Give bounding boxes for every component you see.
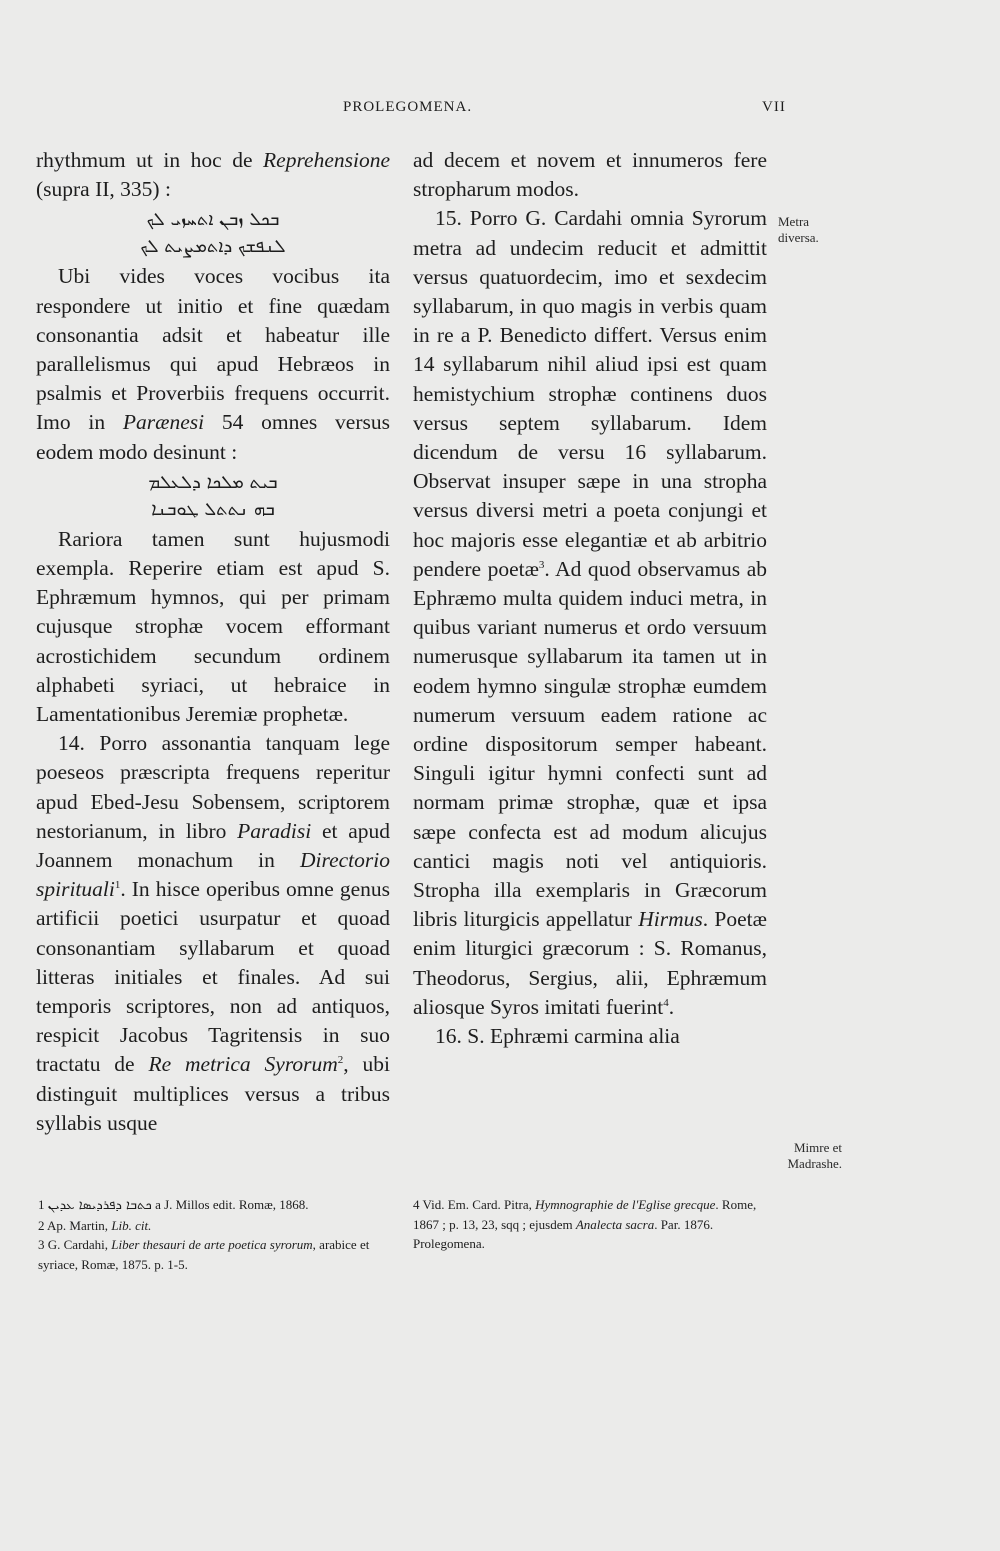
footnote-1: 1 ܟܬܒܐ ܕܦܪܕܝܣܐ ܥܕܝܢ a J. Millos edit. Romæ, 1868. <box>38 1197 309 1213</box>
footnote-2: 2 Ap. Martin, Lib. cit. <box>38 1217 152 1233</box>
syriac-line: ܒܟܠ ܙܒܢ ܐܬܚܙܝ ܠܟ <box>146 209 280 231</box>
right-paragraph-3: 16. S. Ephræmi carmina alia <box>435 1024 680 1049</box>
footnote-3: 3 G. Cardahi, Liber thesauri de arte poetica syrorum, arabice et syriace, Romæ, 1875. p. 1-5. <box>38 1237 370 1272</box>
left-paragraph-2: Ubi vides voces vocibus ita respondere ut initio et fine quædam consonantia adsit et habeatur ille parallelismus qui apud Hebræos in psalmis et Proverbiis frequens occurrit. Imo in Parænesi 54 omnes versus eodem modo desinunt : <box>36 264 390 464</box>
footnote-4: 4 Vid. Em. Card. Pitra, Hymnographie de l'Eglise grecque. Rome, 1867 ; p. 13, 23, sqq ; ejusdem Analecta sacra. Par. 1876. Prolegomena. <box>413 1197 757 1251</box>
right-footnotes <box>413 1195 768 1254</box>
left-paragraph-3: Rariora tamen sunt hujusmodi exempla. Reperire etiam est apud S. Ephræmum hymnos, qui per primam cujusque strophæ vocem efformant acrostichidem secundum ordinem alphabeti syriaci, ut hebraice in Lamentationibus Jeremiæ prophetæ. <box>36 526 390 727</box>
sidenote-metra: Metra diversa. <box>778 214 819 245</box>
left-column <box>36 146 390 1138</box>
left-footnotes <box>38 1195 393 1274</box>
right-column <box>413 146 767 1051</box>
syriac-line: ܠܢܦܫܟ ܕܐܬܡܨܝܬ ܠܟ <box>140 236 286 258</box>
left-paragraph-1: rhythmum ut in hoc de Reprehensione (supra II, 335) : <box>36 148 390 202</box>
syriac-line: ܒܝܬ ܡܠܟܐ ܕܠܥܠܡ <box>148 471 278 493</box>
page-number: VII <box>762 99 786 115</box>
syriac-verse-1 <box>36 206 390 260</box>
sidenote-mimre: Mimre et Madrashe. <box>787 1140 842 1171</box>
right-paragraph-1: ad decem et novem et innumeros fere stropharum modos. <box>413 148 767 202</box>
running-title: PROLEGOMENA. <box>343 99 473 115</box>
right-paragraph-2: 15. Porro G. Cardahi omnia Syrorum metra ad undecim reducit et admittit versus quatuordecim, imo et sexdecim syllabarum, in quo magis in verbis quam in re a P. Benedicto differt. Versus enim 14 syllabarum nihil aliud ipsi est quam hemistychium strophæ continens duos versus septem syllabarum. Idem dicendum de versu 16 syllabarum. Observat insuper sæpe in una stropha versus diversi metri a poeta conjungi et hoc majoris esse elegantiæ et ab arbitrio pendere poetæ$^3$. Ad quod observamus ab Ephræmo multa quidem induci metra, in quibus variant numerus et ordo versuum numerusque syllabarum ita tamen ut in eodem hymno singulæ strophæ eumdem numerum versuum eadem ratione ac ordine dispositorum semper habeant. Singuli igitur hymni confecti sunt ad normam primæ strophæ, quæ et ipsa sæpe confecta est ad modum alicujus cantici magis noti vel antiquioris. Stropha illa exemplaris in Græcorum libris liturgicis appellatur Hirmus. Poetæ enim liturgici græcorum : S. Romanus, Theodorus, Sergius, alii, Ephræmum aliosque Syros imitati fuerint$^4$. <box>413 206 767 1019</box>
left-paragraph-4: 14. Porro assonantia tanquam lege poeseos præscripta frequens reperitur apud Ebed-Jesu Sobensem, scriptorem nestorianum, in libro Paradisi et apud Joannem monachum in Directorio spirituali$^1$. In hisce operibus omne genus artificii poetici usurpatur et quoad consonantiam syllabarum et quoad litteras initiales et finales. Ad sui temporis scriptores, non ad antiquos, respicit Jacobus Tagritensis in suo tractatu de Re metrica Syrorum$^2$, ubi distinguit multiplices versus a tribus syllabis usque <box>36 731 390 1135</box>
syriac-verse-2 <box>36 469 390 523</box>
syriac-line: ܒܗ ܢܬܬܠ ܛܘܒܢܐ <box>151 498 275 520</box>
